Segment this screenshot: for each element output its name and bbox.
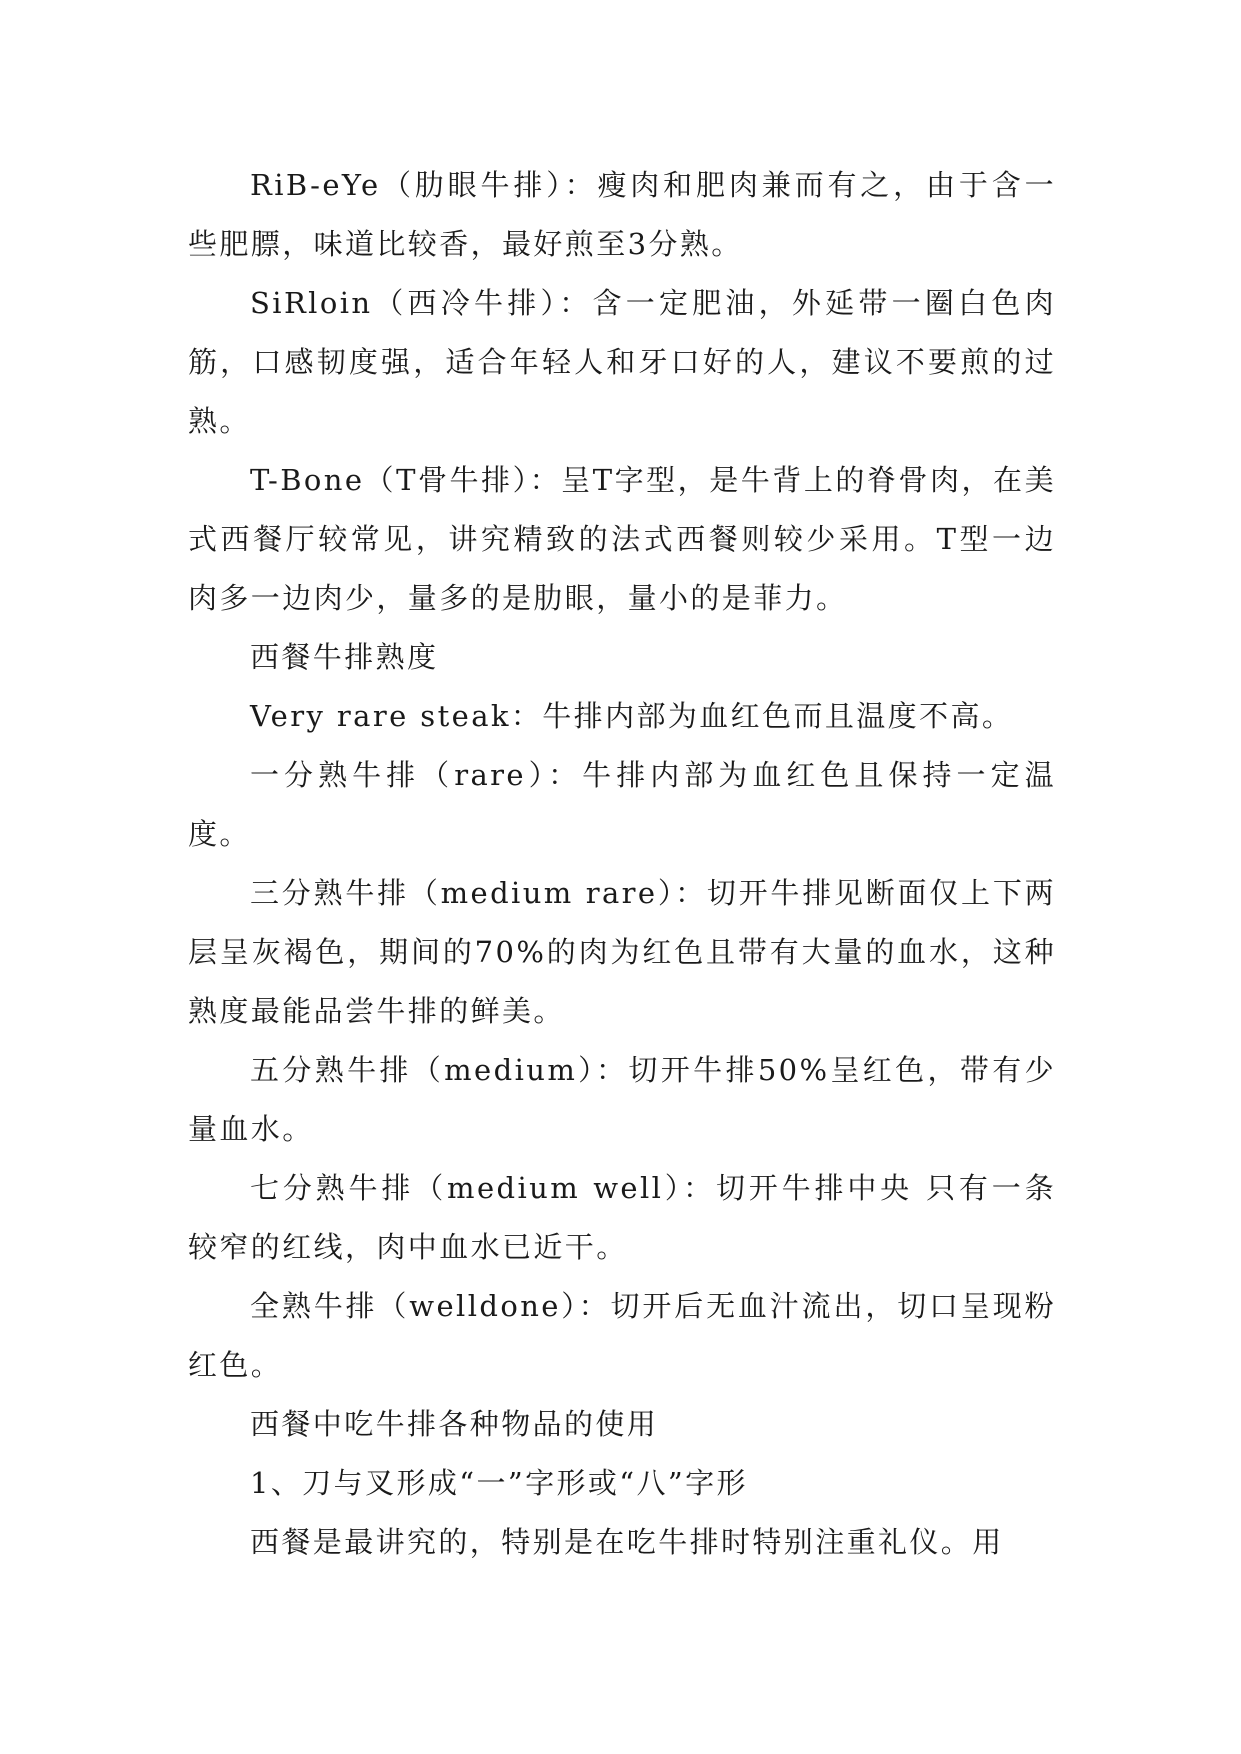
paragraph-tbone: T-Bone（T骨牛排）：呈T字型，是牛背上的脊骨肉，在美式西餐厅较常见，讲究精致的法式西餐则较少采用。T型一边肉多一边肉少，量多的是肋眼，量小的是菲力。 [188,463,1056,615]
paragraph-very-rare: Very rare steak：牛排内部为血红色而且温度不高。 [250,699,1014,733]
paragraph-sirloin: SiRloin（西冷牛排）：含一定肥油，外延带一圈白色肉筋，口感韧度强，适合年轻人和牙口好的人，建议不要煎的过熟。 [188,286,1056,438]
paragraph-medium-rare: 三分熟牛排（medium rare）：切开牛排见断面仅上下两层呈灰褐色，期间的70%的肉为红色且带有大量的血水，这种熟度最能品尝牛排的鲜美。 [188,876,1056,1028]
paragraph-knife-fork: 1、刀与叉形成“一”字形或“八”字形 [250,1466,748,1500]
section-heading-utensils: 西餐中吃牛排各种物品的使用 [250,1407,659,1441]
paragraph-etiquette: 西餐是最讲究的，特别是在吃牛排时特别注重礼仪。用 [250,1525,1004,1559]
paragraph-medium-well: 七分熟牛排（medium well）：切开牛排中央 只有一条较窄的红线，肉中血水已近干。 [188,1171,1056,1264]
paragraph-ribeye: RiB-eYe（肋眼牛排）：瘦肉和肥肉兼而有之，由于含一些肥膘，味道比较香，最好煎至3分熟。 [188,168,1056,261]
section-heading-doneness: 西餐牛排熟度 [250,640,439,674]
paragraph-rare: 一分熟牛排（rare）：牛排内部为血红色且保持一定温度。 [188,758,1056,851]
paragraph-medium: 五分熟牛排（medium）：切开牛排50%呈红色，带有少量血水。 [188,1053,1056,1146]
paragraph-well-done: 全熟牛排（welldone）：切开后无血汁流出，切口呈现粉红色。 [188,1289,1056,1382]
document-body [188,156,1056,1572]
